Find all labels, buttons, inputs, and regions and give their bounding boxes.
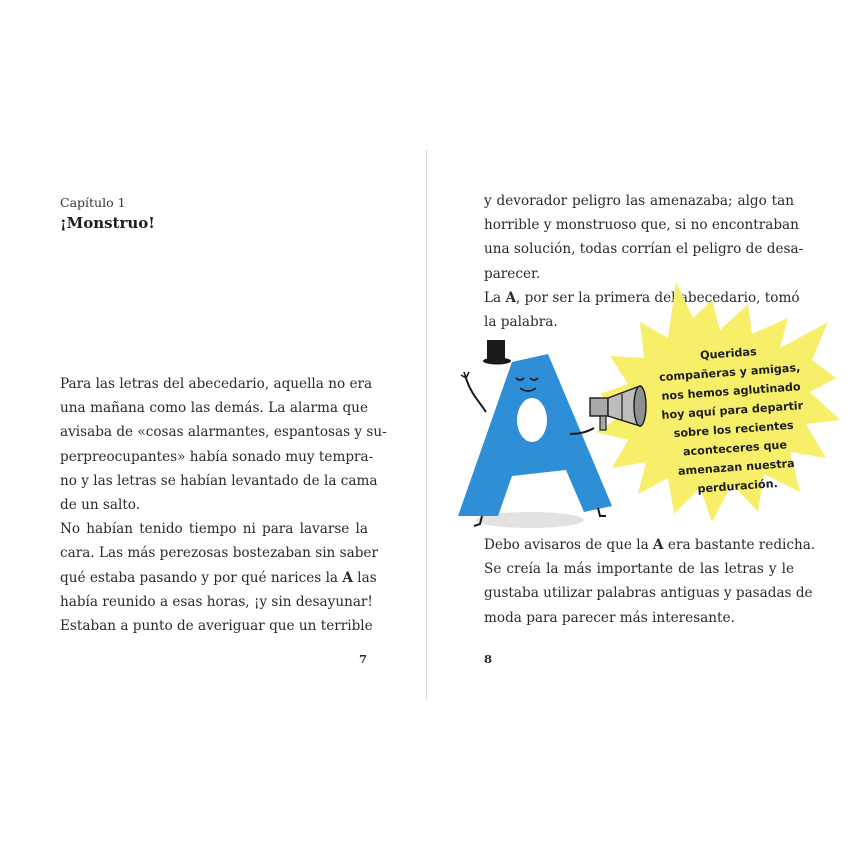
bold-letter: A bbox=[653, 537, 664, 553]
text-fragment: , por ser la primera del abecedario, tomó bbox=[516, 289, 800, 306]
text-line: y devorador peligro las amenazaba; algo tan bbox=[484, 193, 794, 209]
text-line: horrible y monstruoso que, si no encontraban bbox=[484, 217, 799, 234]
text-line: moda para parecer más interesante. bbox=[484, 609, 735, 626]
bold-letter: A bbox=[342, 569, 353, 586]
text-line: la palabra. bbox=[484, 314, 558, 331]
text-line: gustaba utilizar palabras antiguas y pasadas de bbox=[484, 585, 813, 602]
page-number-left: 7 bbox=[359, 652, 368, 666]
hand-icon bbox=[461, 372, 469, 378]
text-line-with-bold bbox=[60, 566, 377, 590]
speech-line: aconteceres que bbox=[682, 438, 788, 459]
speech-line: compañeras y amigas, bbox=[658, 361, 801, 385]
letter-a-counter bbox=[517, 398, 547, 442]
letter-leg-right bbox=[598, 508, 606, 516]
speech-line: sobre los recientes bbox=[673, 418, 795, 441]
chapter-label: Capítulo 1 bbox=[60, 195, 126, 210]
text-line: una solución, todas corrían el peligro de desa- bbox=[484, 241, 804, 258]
letter-arm-left bbox=[466, 378, 486, 412]
text-line-with-bold bbox=[484, 533, 816, 557]
bold-letter: A bbox=[505, 289, 517, 306]
text-line: no y las letras se habían levantado de la cama bbox=[60, 472, 378, 489]
speech-line: Queridas bbox=[699, 345, 758, 363]
page-number-right: 8 bbox=[484, 652, 493, 666]
text-fragment: las bbox=[357, 569, 377, 586]
text-fragment: era bastante redicha. bbox=[667, 537, 816, 553]
text-fragment: Debo avisaros de que la bbox=[484, 537, 649, 553]
text-line: parecer. bbox=[484, 265, 541, 282]
text-fragment: La bbox=[484, 289, 502, 306]
text-line: de un salto. bbox=[60, 497, 141, 514]
right-page-body-bottom bbox=[484, 533, 816, 630]
text-line: perpreocupantes» había sonado muy tempra- bbox=[60, 448, 374, 465]
text-line: una mañana como las demás. La alarma que bbox=[60, 400, 368, 417]
page-gutter bbox=[426, 150, 427, 700]
speech-line: perduración. bbox=[697, 477, 779, 496]
chapter-title: ¡Monstruo! bbox=[60, 214, 155, 232]
speech-line: amenazan nuestra bbox=[677, 456, 796, 478]
speech-burst-text bbox=[643, 338, 823, 501]
text-line: No habían tenido tiempo ni para lavarse la bbox=[60, 521, 368, 538]
top-hat-brim bbox=[483, 358, 511, 365]
text-line: avisaba de «cosas alarmantes, espantosas y su- bbox=[60, 424, 387, 441]
text-fragment: qué estaba pasando y por qué narices la bbox=[60, 569, 339, 586]
text-line: Estaban a punto de averiguar que un terrible bbox=[60, 618, 373, 635]
text-line: Para las letras del abecedario, aquella no era bbox=[60, 376, 373, 392]
text-line: cara. Las más perezosas bostezaban sin saber bbox=[60, 545, 378, 562]
left-page-body bbox=[60, 372, 387, 638]
text-line: Se creía la más importante de las letras y le bbox=[484, 561, 794, 578]
speech-line: nos hemos aglutinado bbox=[661, 380, 801, 403]
speech-line: hoy aquí para departir bbox=[661, 399, 804, 422]
text-line: había reunido a esas horas, ¡y sin desayunar! bbox=[60, 593, 373, 610]
top-hat-icon bbox=[487, 340, 505, 360]
